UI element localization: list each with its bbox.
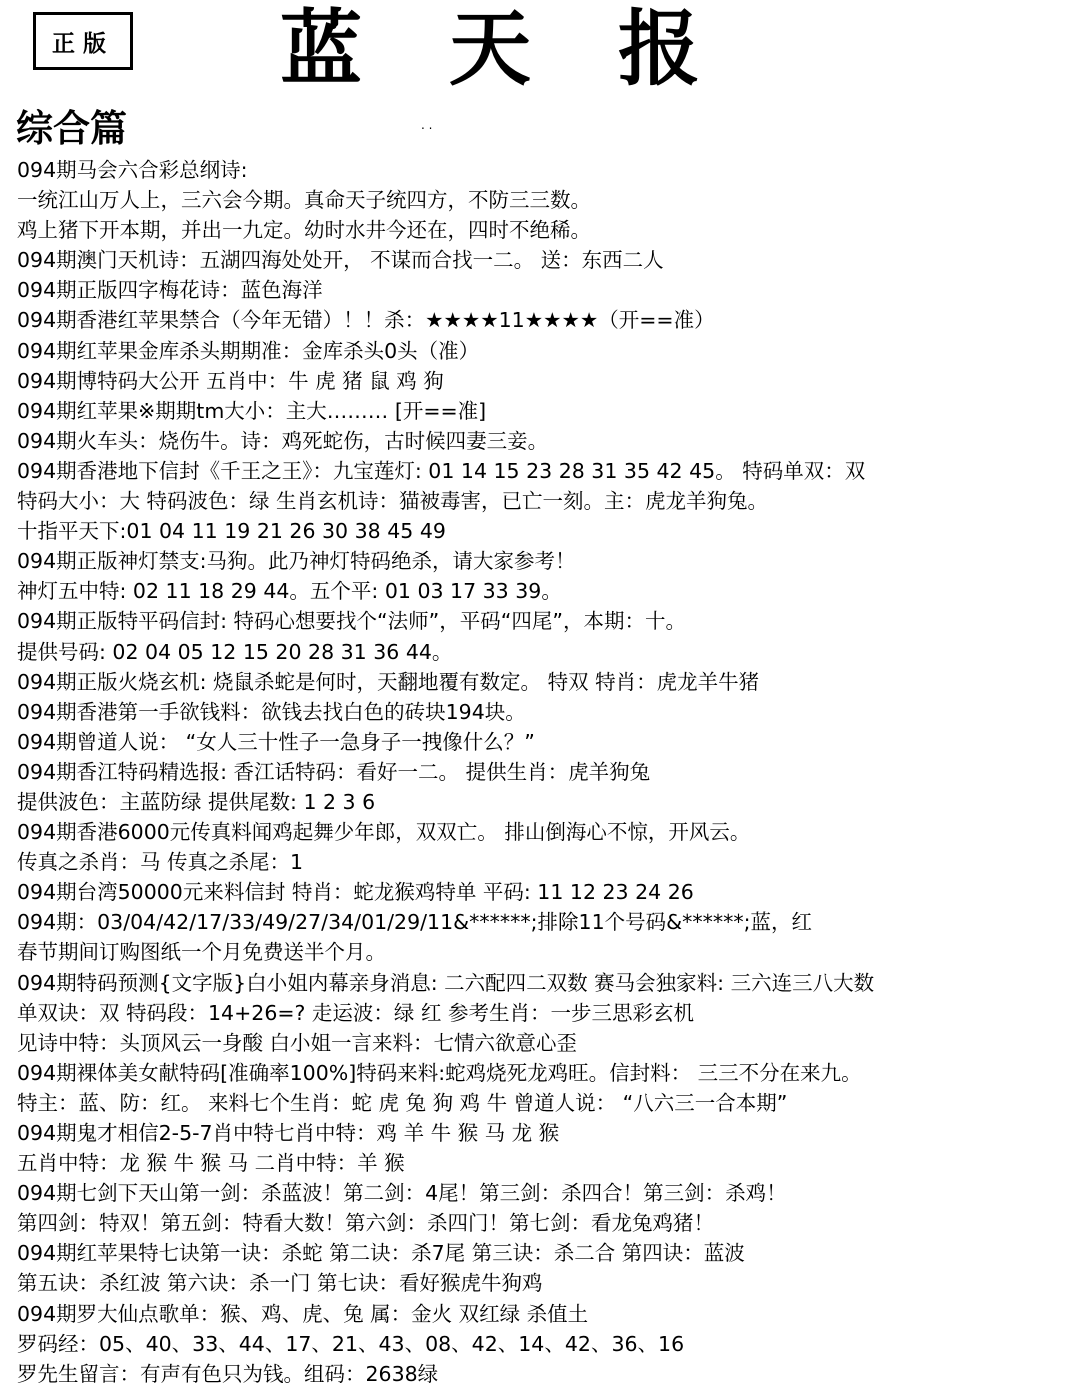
content-line: 094期香港红苹果禁合（今年无错）！！杀：★★★★11★★★★（开==准） (17, 308, 715, 333)
content-line: 094期特码预测{文字版}白小姐内幕亲身消息: 二六配四二双数 赛马会独家料: 三六连三八大数 (17, 970, 875, 995)
content-lines (17, 155, 1062, 1389)
content-line: 提供号码: 02 04 05 12 15 20 28 31 36 44。 (17, 639, 453, 664)
masthead-title (280, 1, 700, 97)
content-line: 094期曾道人说： “女人三十性子一急身子一拽像什么？” (17, 729, 535, 754)
content-line: 第四剑：特双！第五剑：特看大数！第六剑：杀四门！第七剑：看龙兔鸡猪！ (17, 1211, 714, 1236)
masthead-char: 天 (448, 1, 531, 97)
content-line: 特主：蓝、防：红。 来料七个生肖：蛇 虎 兔 狗 鸡 牛 曾道人说： “八六三一合本期” (17, 1090, 788, 1115)
content-line: 094期正版火烧玄机: 烧鼠杀蛇是何时，天翻地覆有数定。 特双 特肖：虎龙羊牛猪 (17, 669, 760, 694)
content-line: 094期火车头：烧伤牛。诗：鸡死蛇伤，古时候四妻三妾。 (17, 428, 549, 453)
content-line: 094期：03/04/42/17/33/49/27/34/01/29/11&******;排除11个号码&******;蓝，红 (17, 910, 813, 935)
content-line: 094期马会六合彩总纲诗: (17, 158, 248, 182)
content-line: 094期正版四字梅花诗：蓝色海洋 (17, 278, 323, 303)
content-line: 094期正版神灯禁支:马狗。此乃神灯特码绝杀，请大家参考！ (17, 549, 576, 574)
content-line: 094期台湾50000元来料信封 特肖：蛇龙猴鸡特单 平码: 11 12 23 24 26 (17, 880, 694, 905)
content-line: 094期香港第一手欲钱料：欲钱去找白色的砖块194块。 (17, 699, 526, 724)
content-line: 提供波色：主蓝防绿 提供尾数: 1 2 3 6 (17, 789, 376, 814)
content-line: 特码大小：大 特码波色：绿 生肖玄机诗：猫被毒害，已亡一刻。主：虎龙羊狗兔。 (17, 489, 769, 514)
content-line: 传真之杀肖：马 传真之杀尾：1 (17, 850, 304, 875)
masthead-char: 蓝 (280, 1, 363, 97)
content-line: 094期香江特码精选报: 香江话特码：看好一二。 提供生肖：虎羊狗兔 (17, 759, 651, 784)
content-line: 094期香港地下信封《千王之王》：九宝莲灯: 01 14 15 23 28 31 35 42 45。 特码单双：双 (17, 458, 866, 483)
edition-stamp-text: 正版 (52, 29, 114, 57)
content-line: 094期正版特平码信封: 特码心想要找个“法师”，平码“四尾”，本期：十。 (17, 609, 687, 634)
content-line: 094期香港6000元传真料闻鸡起舞少年郎，双双亡。 排山倒海心不惊，开风云。 (17, 820, 751, 845)
content-line: 罗先生留言：有声有色只为钱。组码：2638绿 (17, 1361, 439, 1386)
content-line: 094期裸体美女献特码[准确率100%]特码来料:蛇鸡烧死龙鸡旺。信封料： 三三不分在来九。 (17, 1060, 862, 1085)
content-line: 094期澳门天机诗：五湖四海处处开， 不谋而合找一二。 送：东西二人 (17, 248, 664, 273)
content-line: 十指平天下:01 04 11 19 21 26 30 38 45 49 (17, 519, 446, 544)
content-line: 094期罗大仙点歌单：猴、鸡、虎、兔 属：金火 双红绿 杀值土 (17, 1301, 589, 1326)
content-line: 094期鬼才相信2-5-7肖中特七肖中特：鸡 羊 牛 猴 马 龙 猴 (17, 1121, 560, 1145)
content-line: 单双诀：双 特码段：14+26=? 走运波：绿 红 参考生肖：一步三思彩玄机 (17, 1000, 694, 1025)
content-line: 春节期间订购图纸一个月免费送半个月。 (17, 940, 386, 965)
section-title: 综合篇 (16, 106, 127, 150)
content-line: 094期红苹果※期期tm大小：主大……… [开==准] (17, 398, 487, 423)
masthead-char: 报 (617, 1, 700, 97)
content-line: 罗码经：05、40、33、44、17、21、43、08、42、14、42、36、16 (17, 1331, 685, 1356)
decorative-dots: . . (421, 118, 433, 132)
content-line: 一统江山万人上，三六会今期。真命天子统四方，不防三三数。 (17, 188, 591, 213)
content-line: 五肖中特：龙 猴 牛 猴 马 二肖中特：羊 猴 (17, 1151, 405, 1176)
content-line: 鸡上猪下开本期，并出一九定。幼时水井今还在，四时不绝稀。 (17, 218, 591, 243)
content-line: 094期红苹果金库杀头期期准：金库杀头0头（准） (17, 338, 480, 363)
content-line: 094期七剑下天山第一剑：杀蓝波！第二剑：4尾！第三剑：杀四合！第三剑：杀鸡！ (17, 1181, 787, 1206)
content-line: 见诗中特：头顶风云一身酸 白小姐一言来料：七情六欲意心歪 (17, 1030, 578, 1055)
content-line: 094期博特码大公开 五肖中：牛 虎 猪 鼠 鸡 狗 (17, 368, 444, 393)
edition-stamp (33, 12, 133, 70)
content-line: 神灯五中特: 02 11 18 29 44。五个平: 01 03 17 33 39。 (17, 579, 562, 604)
content-line: 094期红苹果特七诀第一诀：杀蛇 第二诀：杀7尾 第三诀：杀二合 第四诀：蓝波 (17, 1241, 745, 1266)
content-line: 第五诀：杀红波 第六诀：杀一门 第七诀：看好猴虎牛狗鸡 (17, 1271, 543, 1296)
